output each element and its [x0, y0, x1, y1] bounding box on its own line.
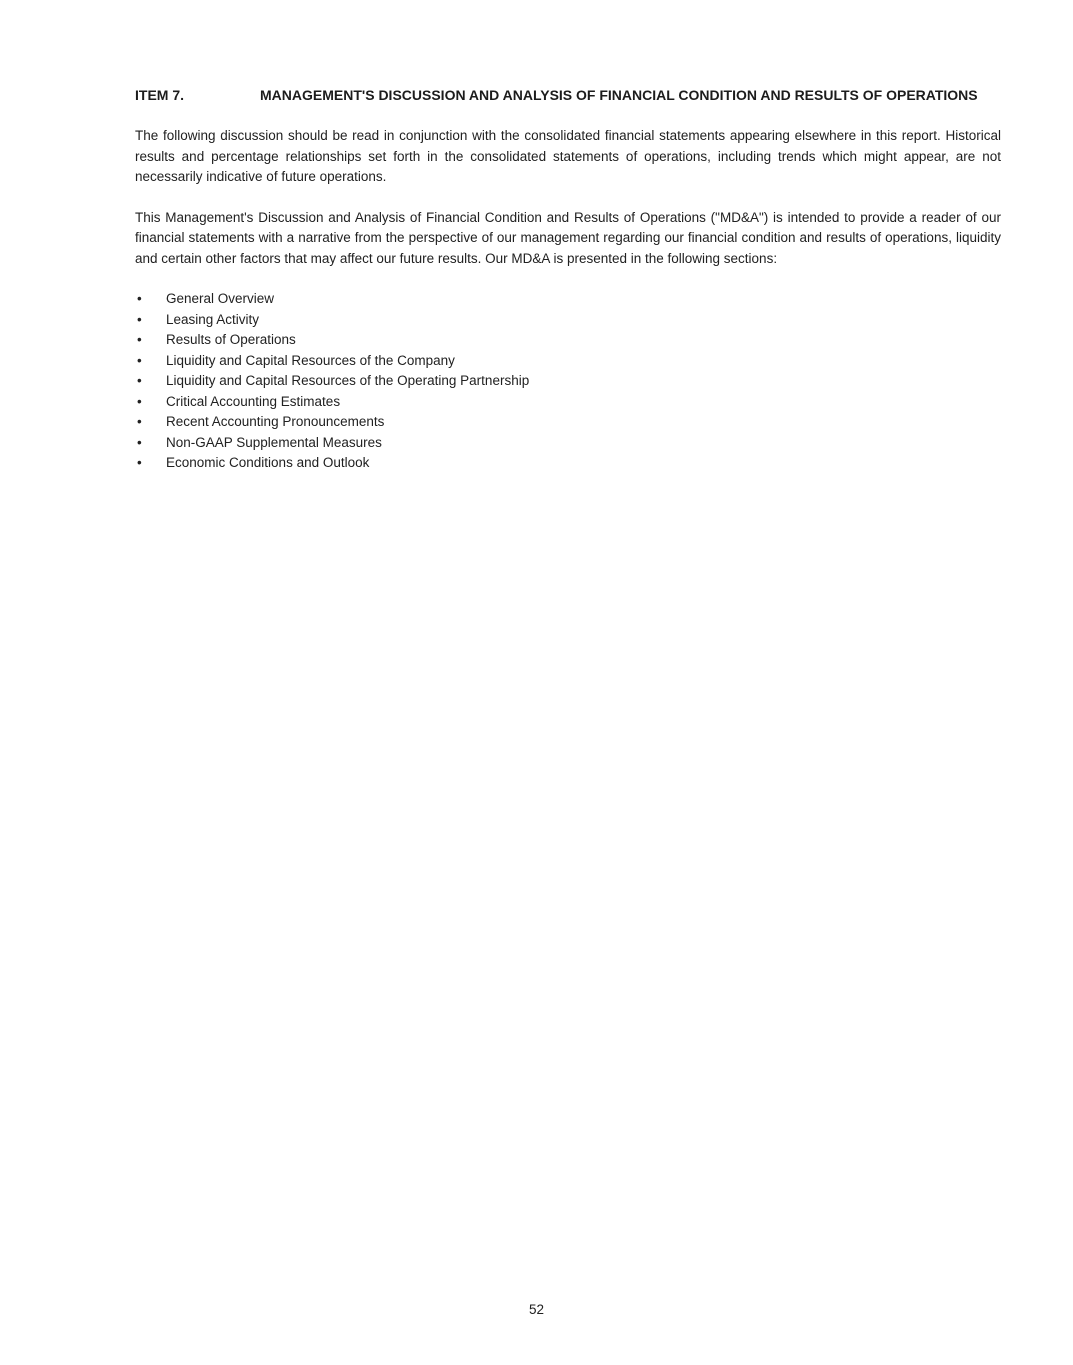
sections-list [135, 289, 1001, 474]
list-item [135, 289, 1001, 310]
section-heading [135, 85, 1001, 106]
list-item-label: Non-GAAP Supplemental Measures [166, 434, 382, 450]
list-item [135, 412, 1001, 433]
bullet-icon: • [137, 352, 142, 368]
page-number: 52 [528, 1302, 545, 1317]
page-content [135, 85, 1001, 474]
list-item-label: General Overview [166, 291, 275, 306]
list-item [135, 371, 1001, 392]
bullet-icon: • [137, 434, 142, 450]
item-number: ITEM 7. [135, 87, 185, 103]
paragraph-intro: The following discussion should be read in conjunction with the consolidated financial statements appearing elsewhere in this report. Historical results and percentage relationships set forth in the consolidated statements of operations, including trends which might appear, are not necessarily indicative of future operations. [135, 128, 1001, 184]
bullet-icon: • [137, 455, 142, 470]
list-item [135, 330, 1001, 351]
list-item [135, 351, 1001, 372]
list-item-label: Results of Operations [166, 332, 296, 347]
bullet-icon: • [137, 332, 142, 347]
section-title: MANAGEMENT'S DISCUSSION AND ANALYSIS OF FINANCIAL CONDITION AND RESULTS OF OPERATIONS [260, 87, 978, 103]
bullet-icon: • [137, 373, 142, 388]
list-item [135, 433, 1001, 454]
list-item-label: Recent Accounting Pronouncements [166, 414, 385, 429]
list-item-label: Liquidity and Capital Resources of the Company [166, 352, 455, 368]
list-item-label: Leasing Activity [166, 311, 260, 327]
bullet-icon: • [137, 414, 142, 429]
list-item-label: Critical Accounting Estimates [166, 393, 341, 409]
paragraph-mdna: This Management's Discussion and Analysis of Financial Condition and Results of Operations ("MD&A") is intended to provide a reader of our financial statements with a narrative from the perspective of our management regarding our financial condition and results of operations, liquidity and certain other factors that may affect our future results. Our MD&A is presented in the following sections: [135, 209, 1001, 266]
list-item-label: Economic Conditions and Outlook [166, 455, 370, 470]
list-item [135, 392, 1001, 413]
list-item [135, 310, 1001, 331]
bullet-icon: • [137, 311, 142, 327]
bullet-icon: • [137, 393, 142, 409]
bullet-icon: • [137, 291, 142, 306]
list-item-label: Liquidity and Capital Resources of the Operating Partnership [166, 373, 530, 388]
list-item [135, 453, 1001, 474]
